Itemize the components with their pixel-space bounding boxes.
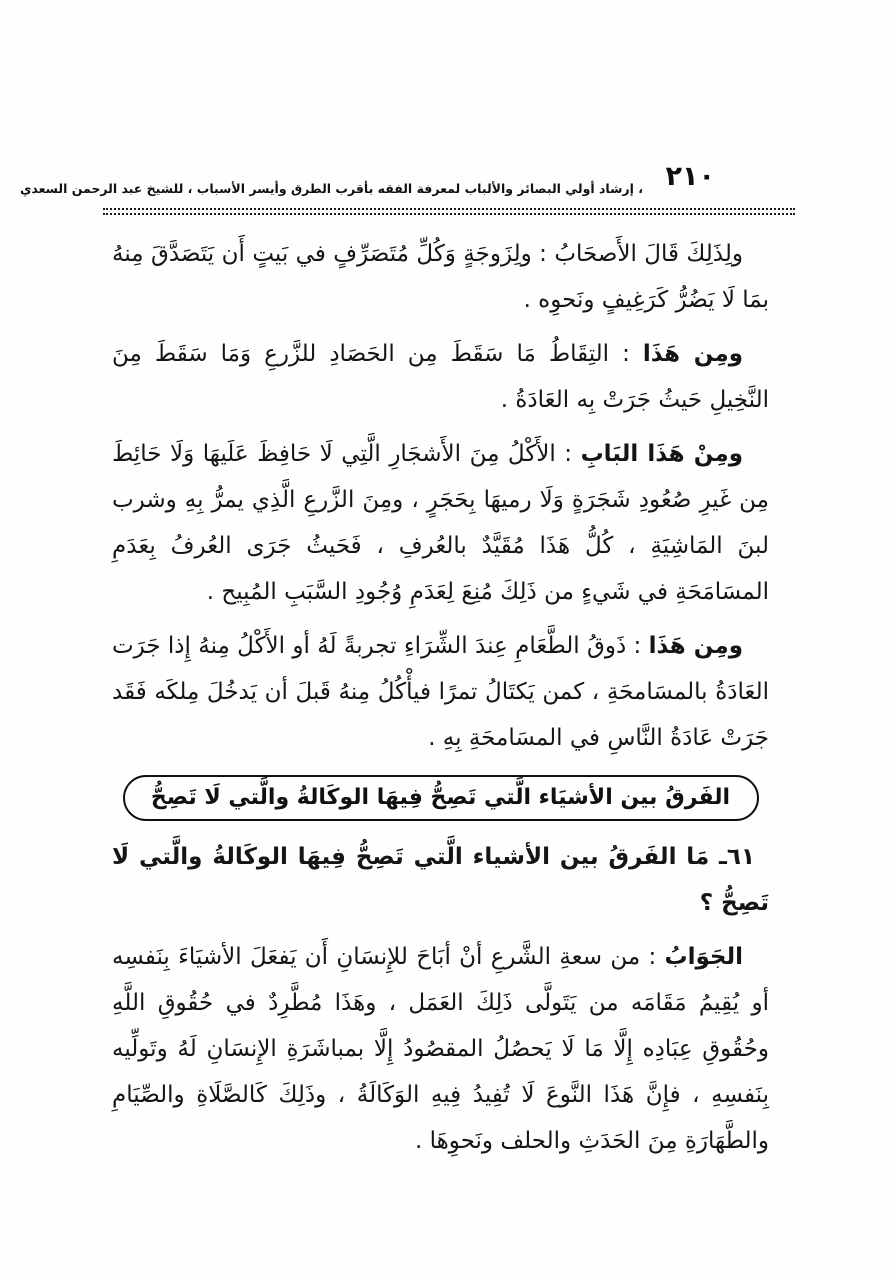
paragraph-lead: ومِنْ هَذَا البَابِ bbox=[580, 441, 743, 467]
paragraph bbox=[112, 431, 769, 615]
answer bbox=[112, 934, 769, 1164]
paragraph-text: : الأَكْلُ مِنَ الأَشجَارِ الَّتِي لَا حَافِظَ عَلَيهَا وَلَا حَائِطَ مِن غَيرِ صُعُودِ شَجَرَةٍ وَلَا رميهَا بِحَجَرٍ ، ومِنَ الزَّرعِ الَّذِي يمرُّ بِهِ وشرب لبنَ المَاشِيَةِ ، كُلُّ هَذَا مُقَيَّدٌ بالعُرفِ ، فَحَيثُ جَرَى العُرفُ بِعَدَمِ المسَامَحَةِ في شَيءٍ من ذَلِكَ مُنِعَ لِعَدَمِ وُجُودِ السَّبَبِ المُبِيح . bbox=[112, 441, 769, 605]
header-rule bbox=[103, 208, 795, 215]
paragraph bbox=[112, 623, 769, 761]
answer-lead: الجَوَابُ bbox=[664, 944, 743, 970]
page-number: ٢١٠ bbox=[665, 161, 715, 192]
paragraph-text: ولِذَلِكَ قَالَ الأَصحَابُ : ولِزَوجَةٍ وَكُلِّ مُتَصَرِّفٍ في بَيتٍ أَن يَتَصَدَّقَ مِنهُ بمَا لَا يَضُرُّ كَرَغِيفٍ ونَحوِه . bbox=[112, 241, 769, 313]
answer-text: : من سعةِ الشَّرعِ أنْ أبَاحَ للإِنسَانِ أَن يَفعَلَ الأشيَاءَ بِنَفسِه أو يُقِيمُ مَقَامَه من يَتَولَّى ذَلِكَ العَمَل ، وهَذَا مُطَّرِدٌ في حُقُوقِ اللَّهِ وحُقُوقِ عِبَادِه إِلَّا مَا لَا يَحصُلُ المقصُودُ إِلَّا بمباشَرَةِ الإِنسَانِ لَهُ وتَولِّيه بِنَفسِهِ ، فإِنَّ هَذَا النَّوعَ لَا تُفِيدُ فِيهِ الوَكَالَةُ ، وذَلِكَ كَالصَّلَاةِ والصِّيَامِ والطَّهَارَةِ مِنَ الحَدَثِ والحلف ونَحوِهَا . bbox=[112, 944, 769, 1154]
paragraph-text: : ذَوقُ الطَّعَامِ عِندَ الشِّرَاءِ تجربةً لَهُ أو الأَكْلُ مِنهُ إِذا جَرَت العَادَةُ بالمسَامحَةِ ، كمن يَكتَالُ تمرًا فيأْكُلُ مِنهُ قَبلَ أن يَدخُلَ مِلكَه فَقَد جَرَتْ عَادَةُ النَّاسِ في المسَامحَةِ بِهِ . bbox=[112, 633, 769, 751]
paragraph bbox=[112, 331, 769, 423]
paragraph-lead: ومِن هَذَا bbox=[642, 341, 743, 367]
text-area bbox=[112, 231, 769, 1172]
section-heading-text: الفَرقُ بين الأشيَاء الَّتي تَصِحُّ فِيهَا الوكَالةُ والَّتي لَا تَصِحُّ bbox=[150, 785, 731, 810]
question: ٦١ـ مَا الفَرقُ بين الأشياء الَّتي تَصِحُّ فِيهَا الوكَالةُ والَّتي لَا تَصِحُّ ؟ bbox=[112, 844, 769, 916]
running-title: ، إرشاد أولي البصائر والألباب لمعرفة الفقه بأقرب الطرق وأيسر الأسباب ، للشيخ عبد الرحمن السعدي bbox=[19, 181, 643, 196]
paragraph-lead: ومِن هَذَا bbox=[648, 633, 744, 659]
paragraph-text: : التِقَاطُ مَا سَقَطَ مِن الحَصَادِ للزَّرعِ وَمَا سَقَطَ مِنَ النَّخِيلِ حَيثُ جَرَتْ بِه العَادَةُ . bbox=[112, 341, 769, 413]
paragraph bbox=[112, 231, 769, 323]
section-heading-box bbox=[123, 775, 759, 821]
